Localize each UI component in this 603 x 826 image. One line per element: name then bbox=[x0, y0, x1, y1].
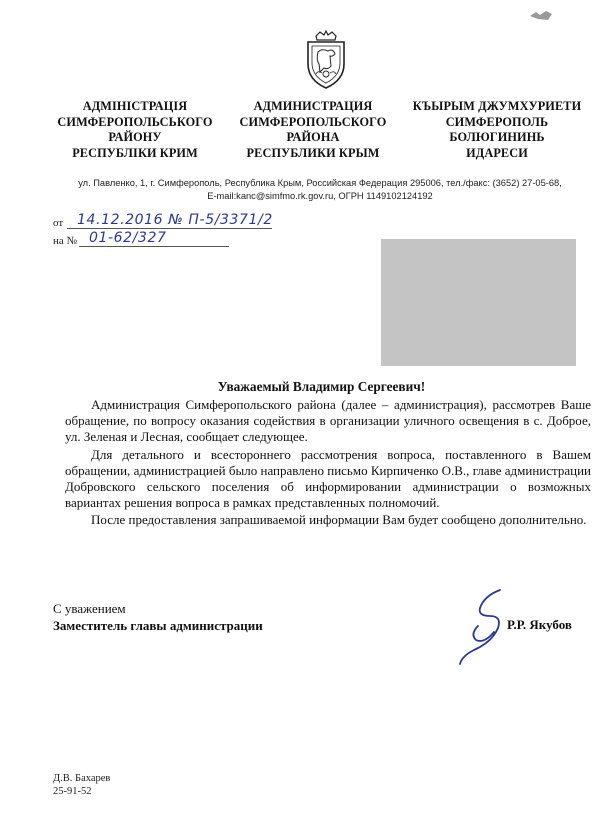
executor-name: Д.В. Бахарев bbox=[53, 773, 111, 784]
closing-block bbox=[53, 600, 263, 634]
contacts-address: ул. Павленко, 1, г. Симферополь, Республика Крым, Российская Федерация 295006, тел./факс: (3652) 27-05-68, bbox=[78, 178, 562, 188]
header-ua-line: РЕСПУБЛІКИ КРИМ bbox=[72, 145, 198, 160]
to-label: на № bbox=[53, 235, 78, 247]
to-line bbox=[79, 232, 229, 247]
header-ru-line: СИМФЕРОПОЛЬСКОГО bbox=[239, 114, 387, 129]
header-ua-line: РАЙОНУ bbox=[108, 130, 162, 144]
regards-text: С уважением bbox=[53, 601, 126, 616]
body-paragraph: Администрация Симферопольского района (далее – администрация), рассмотрев Ваше обращение, по вопросу оказания содействия в организации уличного освещения в с. Доброе, ул. Зеленая и Лесная, сообщает следующее. bbox=[65, 397, 591, 445]
header-crh-line: КЪЫРЫМ ДЖУМХУРИЕТИ bbox=[412, 99, 582, 113]
letter-body bbox=[65, 397, 591, 529]
corner-scan-mark-icon bbox=[528, 10, 554, 22]
from-value: 14.12.2016 № П-5/3371/2 bbox=[77, 212, 273, 228]
signer-position: Заместитель главы администрации bbox=[53, 618, 263, 633]
salutation: Уважаемый Владимир Сергеевич! bbox=[217, 379, 426, 394]
from-line bbox=[67, 214, 272, 229]
contacts-block bbox=[50, 177, 590, 203]
header-ru-line: РЕСПУБЛИКИ КРЫМ bbox=[246, 145, 380, 160]
header-ru-line: АДМИНИСТРАЦИЯ bbox=[253, 99, 373, 113]
signer-name: Р.Р. Якубов bbox=[507, 617, 572, 632]
header-crh-line: БОЛЮГИНИНЬ bbox=[449, 130, 545, 144]
body-paragraph: Для детального и всестороннего рассмотрения вопроса, поставленного в Вашем обращении, администрацией было направлено письмо Кирпиченко О.В., главе администрации Добровского сельского поселения об информировании администрации о возможных вариантах решения вопроса в рамках представленных полномочий. bbox=[65, 446, 591, 511]
incoming-reference bbox=[53, 232, 229, 247]
header-ru-line: РАЙОНА bbox=[286, 130, 340, 144]
executor-phone: 25-91-52 bbox=[53, 786, 92, 797]
header-crimean-tatar bbox=[397, 99, 597, 161]
redacted-addressee bbox=[381, 239, 576, 366]
header-crh-line: ИДАРЕСИ bbox=[466, 145, 528, 160]
header-ua-line: СИМФЕРОПОЛЬСЬКОГО bbox=[57, 114, 213, 129]
outgoing-reference bbox=[53, 214, 272, 229]
header-crh-line: СИМФЕРОПОЛЬ bbox=[445, 114, 549, 129]
to-value: 01-62/327 bbox=[89, 230, 167, 246]
header-russian bbox=[218, 99, 408, 161]
header-ua-line: АДМІНІСТРАЦІЯ bbox=[82, 99, 188, 113]
from-label: от bbox=[53, 217, 64, 229]
header-ukrainian bbox=[40, 99, 230, 161]
executor-block bbox=[53, 772, 110, 798]
body-paragraph: После предоставления запрашиваемой информации Вам будет сообщено дополнительно. bbox=[91, 512, 587, 528]
coat-of-arms-icon bbox=[302, 30, 350, 90]
contacts-email: E-mail:kanc@simfmo.rk.gov.ru, ОГРН 1149102124192 bbox=[207, 191, 433, 201]
